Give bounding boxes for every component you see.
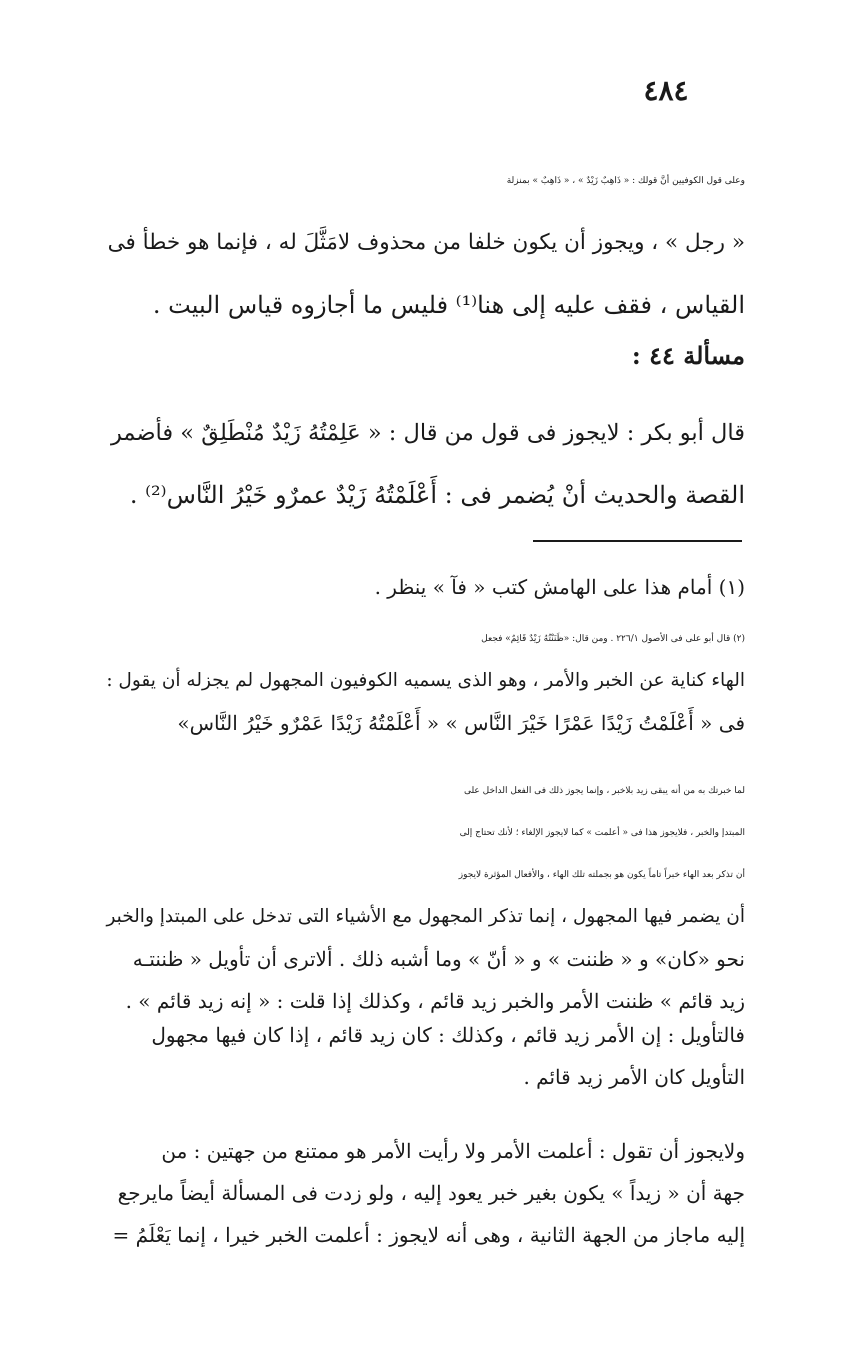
main-paragraph: [108, 150, 745, 336]
note-line: فالتأويل : إن الأمر زيد قائم ، وكذلك : كان زيد قائم ، إذا كان فيها مجهول: [151, 1023, 745, 1047]
page-number: ٤٨٤: [643, 74, 689, 107]
footnote-separator: [533, 540, 742, 542]
note-line: التأويل كان الأمر زيد قائم .: [523, 1065, 745, 1089]
note-line: المبتدإ والخبر ، فلايجوز هذا فى « أعلمت » كما لايجوز الإلغاء ؛ لأنك تحتاج إلى: [459, 828, 745, 838]
note-line: إليه ماجاز من الجهة الثانية ، وهى أنه لايجوز : أعلمت الخبر خيرا ، إنما يَعْلَمُ =: [112, 1223, 745, 1247]
main-line: « رجل » ، ويجوز أن يكون خلفا من محذوف لامَثَّلَ له ، فإنما هو خطأ فى: [107, 230, 745, 255]
note-paragraph-2: [151, 1014, 745, 1098]
note-line: زيد قائم » ظننت الأمر والخبر زيد قائم ، وكذلك إذا قلت : « إنه زيد قائم » .: [125, 989, 745, 1013]
note-paragraph-1: [106, 770, 745, 1022]
footnote-1: [375, 566, 745, 608]
masala-line: قال أبو بكر : لايجوز فى قول من قال : « عَلِمْتُهُ زَيْدٌ مُنْطَلِقٌ » فأضمر: [111, 420, 745, 446]
footnote-2: [106, 618, 745, 744]
note-line: نحو «كان» و « ظننت » و « أنّ » وما أشبه ذلك . ألاترى أن تأويل « ظننتـه: [132, 947, 745, 971]
note-line: جهة أن « زيداً » يكون بغير خبر يعود إليه ، ولو زدت فى المسألة أيضاً مايرجع: [117, 1181, 745, 1205]
main-line: القياس ، فقف عليه إلى هنا⁽¹⁾ فليس ما أجازوه قياس البيت .: [152, 291, 745, 319]
note-paragraph-3: [113, 1130, 745, 1256]
masala-paragraph: [111, 402, 745, 526]
footnote-line: الهاء كناية عن الخبر والأمر ، وهو الذى يسميه الكوفيون المجهول لم يجزله أن يقول :: [106, 670, 745, 691]
footnote-line: (٢) قال أبو على فى الأصول ٢٢٦/١ . ومن قال: «ظَنَنْتُهُ زَيْدٌ قَائِمٌ» فجعل: [481, 634, 745, 644]
footnote-line: (١) أمام هذا على الهامش كتب « فآ » ينظر .: [374, 575, 745, 599]
footnote-line: فى « أَعْلَمْتُ زَيْدًا عَمْرًا خَيْرَ النَّاس » « أَعْلَمْتُهُ زَيْدًا عَمْرٌو خَيْرُ النَّاس»: [177, 711, 745, 735]
note-line: ولايجوز أن تقول : أعلمت الأمر ولا رأيت الأمر هو ممتنع من جهتين : من: [161, 1139, 745, 1163]
masala-heading: مسألة ٤٤ :: [631, 341, 745, 370]
note-line: لما خبرتك به من أنه يبقى زيد بلاخبر ، وإنما يجوز ذلك فى الفعل الداخل على: [463, 786, 745, 796]
note-line: أن تذكر بعد الهاء خبراً تاماً يكون هو بجملته تلك الهاء ، والأفعال المؤثرة لايجوز: [458, 870, 745, 880]
note-line: أن يضمر فيها المجهول ، إنما تذكر المجهول مع الأشياء التى تدخل على المبتدإ والخبر: [106, 906, 745, 927]
main-line: وعلى قول الكوفيين أنَّ قولك : « ذَاهِبٌ زَيْدٌ » ، « ذَاهِبٌ » بمنزلة: [506, 176, 745, 186]
masala-line: القصة والحديث أنْ يُضمر فى : أَعْلَمْتُهُ زَيْدٌ عمرٌو خَيْرُ النَّاس⁽²⁾ .: [129, 481, 745, 509]
